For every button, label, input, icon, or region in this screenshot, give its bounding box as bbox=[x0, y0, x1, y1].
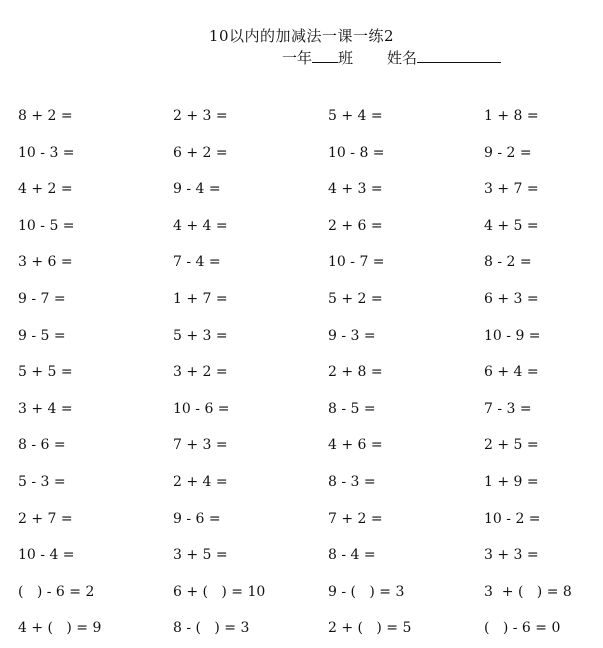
exercise-item: 9 - 7 = bbox=[18, 291, 66, 307]
exercise-item: 8 - 5 = bbox=[328, 400, 376, 417]
exercise-item: 3 + ( ) = 8 bbox=[484, 583, 572, 600]
exercise-item: 8 - 3 = bbox=[328, 474, 376, 490]
exercise-item: 9 - 5 = bbox=[18, 327, 66, 344]
exercise-item: 9 - 4 = bbox=[173, 181, 221, 198]
exercise-item: 2 + 4 = bbox=[173, 474, 228, 490]
exercise-item: 2 + 5 = bbox=[484, 437, 539, 454]
exercise-item: 5 + 4 = bbox=[328, 108, 383, 124]
exercise-item: 2 + 6 = bbox=[328, 217, 383, 234]
exercise-item: 9 - ( ) = 3 bbox=[328, 583, 405, 600]
exercise-item: 7 + 3 = bbox=[173, 437, 228, 454]
exercise-item: 9 - 6 = bbox=[173, 510, 221, 527]
exercise-item: 10 - 8 = bbox=[328, 144, 385, 161]
exercise-item: 10 - 6 = bbox=[173, 400, 230, 417]
exercise-item: 10 - 4 = bbox=[18, 547, 75, 564]
exercise-item: 1 + 9 = bbox=[484, 474, 539, 490]
exercise-item: 8 + 2 = bbox=[18, 108, 73, 124]
class-label: 班 bbox=[338, 49, 354, 67]
exercise-item: 10 - 2 = bbox=[484, 510, 541, 527]
exercise-item: 2 + 3 = bbox=[173, 108, 228, 124]
exercise-item: 6 + 4 = bbox=[484, 364, 539, 381]
exercise-item: 1 + 7 = bbox=[173, 291, 228, 307]
exercise-item: 6 + ( ) = 10 bbox=[173, 583, 266, 600]
name-label: 姓名 bbox=[387, 49, 418, 67]
exercise-item: 7 - 3 = bbox=[484, 400, 532, 417]
exercise-item: ( ) - 6 = 0 bbox=[484, 620, 561, 637]
exercise-item: 9 - 3 = bbox=[328, 327, 376, 344]
exercise-item: 3 + 3 = bbox=[484, 547, 539, 564]
exercise-item: 6 + 3 = bbox=[484, 291, 539, 307]
exercise-item: 9 - 2 = bbox=[484, 144, 532, 161]
exercise-item: 7 - 4 = bbox=[173, 254, 221, 271]
exercise-item: 3 + 7 = bbox=[484, 181, 539, 198]
exercise-item: 8 - 4 = bbox=[328, 547, 376, 564]
exercise-item: 10 - 3 = bbox=[18, 144, 75, 161]
exercise-item: 7 + 2 = bbox=[328, 510, 383, 527]
exercise-item: 6 + 2 = bbox=[173, 144, 228, 161]
exercise-item: 4 + ( ) = 9 bbox=[18, 620, 102, 637]
exercise-item: 1 + 8 = bbox=[484, 108, 539, 124]
exercise-item: 3 + 4 = bbox=[18, 400, 73, 417]
exercise-item: 3 + 2 = bbox=[173, 364, 228, 381]
exercise-item: 4 + 6 = bbox=[328, 437, 383, 454]
exercise-item: 4 + 3 = bbox=[328, 181, 383, 198]
exercise-item: 10 - 5 = bbox=[18, 217, 75, 234]
exercise-item: 3 + 6 = bbox=[18, 254, 73, 271]
grade-label: 一年 bbox=[282, 49, 313, 67]
exercise-item: 5 - 3 = bbox=[18, 474, 66, 490]
exercise-item: 3 + 5 = bbox=[173, 547, 228, 564]
exercise-item: 2 + ( ) = 5 bbox=[328, 620, 412, 637]
exercise-item: 8 - 6 = bbox=[18, 437, 66, 454]
exercise-item: 4 + 4 = bbox=[173, 217, 228, 234]
exercise-item: 5 + 3 = bbox=[173, 327, 228, 344]
exercise-item: 10 - 9 = bbox=[484, 327, 541, 344]
exercise-item: ( ) - 6 = 2 bbox=[18, 583, 95, 600]
exercise-item: 5 + 5 = bbox=[18, 364, 73, 381]
exercise-item: 2 + 7 = bbox=[18, 510, 73, 527]
exercise-item: 4 + 2 = bbox=[18, 181, 73, 198]
exercise-item: 4 + 5 = bbox=[484, 217, 539, 234]
exercise-item: 2 + 8 = bbox=[328, 364, 383, 381]
exercise-item: 10 - 7 = bbox=[328, 254, 385, 271]
exercise-item: 8 - ( ) = 3 bbox=[173, 620, 250, 637]
worksheet-title: 10以内的加减法一课一练2 bbox=[208, 27, 395, 45]
exercise-item: 8 - 2 = bbox=[484, 254, 532, 271]
exercise-item: 5 + 2 = bbox=[328, 291, 383, 307]
